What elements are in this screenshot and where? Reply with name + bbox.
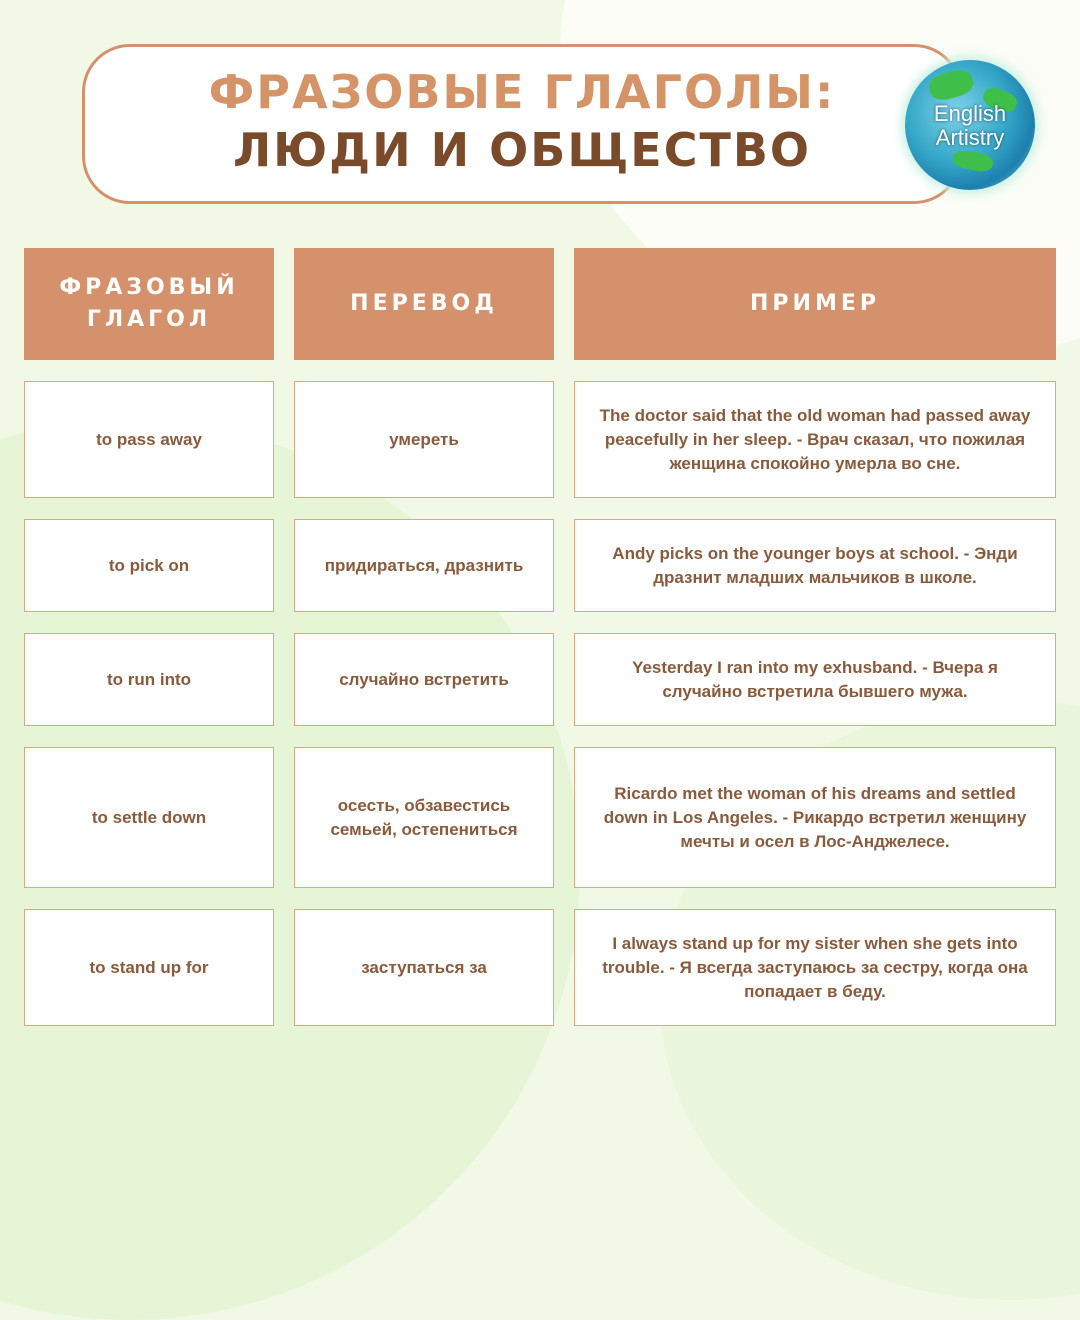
row-2-translation: придираться, дразнить — [294, 519, 554, 612]
row-1-translation: умереть — [294, 381, 554, 498]
english-artistry-logo — [905, 60, 1035, 190]
row-3-translation: случайно встретить — [294, 633, 554, 726]
row-2-example: Andy picks on the younger boys at school. - Энди дразнит младших мальчиков в школе. — [574, 519, 1056, 612]
row-1-example: The doctor said that the old woman had passed away peacefully in her sleep. - Врач сказал, что пожилая женщина спокойно умерла во сне. — [574, 381, 1056, 498]
row-5-example: I always stand up for my sister when she gets into trouble. - Я всегда заступаюсь за сестру, когда она попадает в беду. — [574, 909, 1056, 1026]
row-2-verb: to pick on — [24, 519, 274, 612]
header-example: ПРИМЕР — [574, 248, 1056, 360]
logo-text-line-2: Artistry — [935, 125, 1005, 150]
row-4-example: Ricardo met the woman of his dreams and settled down in Los Angeles. - Рикардо встретил женщину мечты и осел в Лос-Анджелесе. — [574, 747, 1056, 888]
title-card — [82, 44, 962, 204]
row-3-example: Yesterday I ran into my exhusband. - Вчера я случайно встретила бывшего мужа. — [574, 633, 1056, 726]
logo-text-line-1: English — [933, 101, 1007, 126]
row-5-verb: to stand up for — [24, 909, 274, 1026]
header-translation: ПЕРЕВОД — [294, 248, 554, 360]
row-3-verb: to run into — [24, 633, 274, 726]
header-phrasal-verb: ФРАЗОВЫЙ ГЛАГОЛ — [24, 248, 274, 360]
title-line-2: ЛЮДИ И ОБЩЕСТВО — [232, 123, 812, 177]
title-line-1: ФРАЗОВЫЕ ГЛАГОЛЫ: — [208, 65, 836, 119]
row-5-translation: заступаться за — [294, 909, 554, 1026]
row-1-verb: to pass away — [24, 381, 274, 498]
row-4-translation: осесть, обзавестись семьей, остепениться — [294, 747, 554, 888]
globe-land — [926, 67, 975, 104]
globe-land — [952, 149, 995, 174]
row-4-verb: to settle down — [24, 747, 274, 888]
